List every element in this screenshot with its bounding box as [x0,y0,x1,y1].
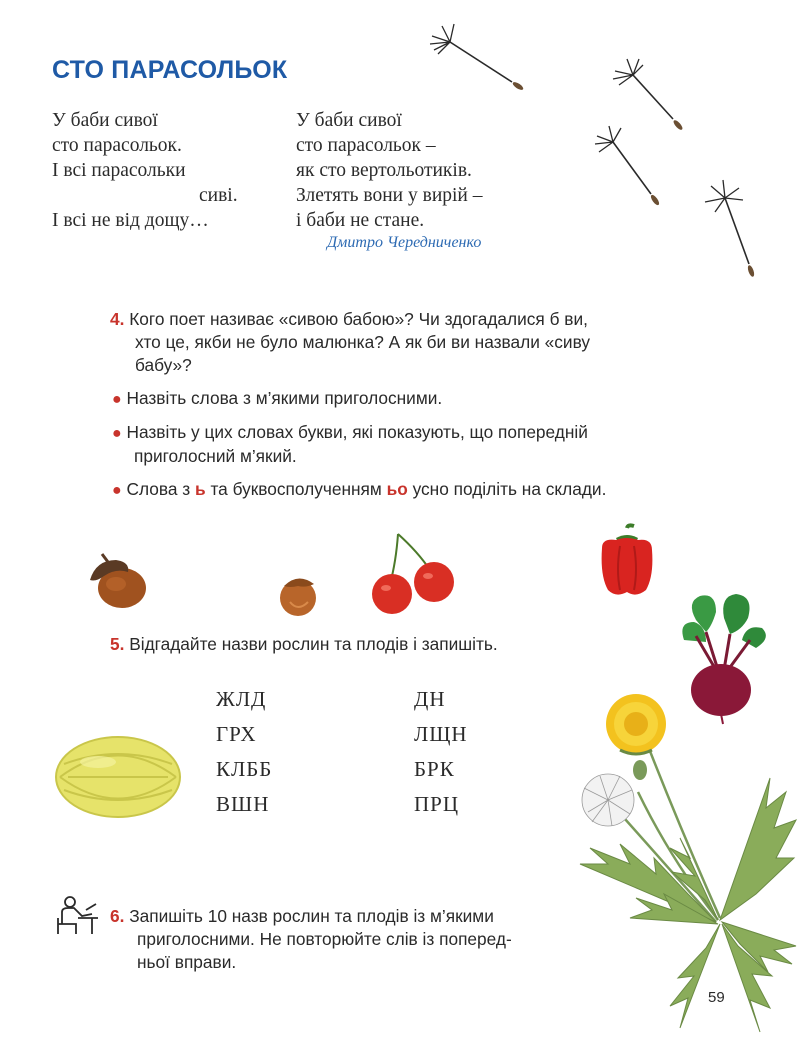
task-text: Запишіть 10 назв рослин та плодів із м’якими [129,906,494,926]
task-5 [110,633,498,656]
acorn-illustration [86,554,150,612]
task-number: 5. [110,634,125,654]
task-number: 6. [110,906,125,926]
poem-line: У баби сивої [52,110,158,131]
puzzle-word: ЛЩН [414,722,468,746]
puzzle-word: ПРЦ [414,792,460,816]
bullet-item [112,421,588,468]
task-text: бабу»? [135,355,192,375]
task-text: ньої вправи. [137,952,237,972]
word-list-right [414,682,468,822]
poem-author: Дмитро Чередниченко [327,234,482,251]
poem-line: сто парасольок. [52,135,182,156]
task-6 [110,905,512,974]
puzzle-word: ЖЛД [216,687,267,711]
poem-line: І всі не від дощу… [52,210,209,231]
bullet-item [112,387,442,411]
bullet-text: усно поділіть на склади. [412,479,607,499]
page-title: СТО ПАРАСОЛЬОК [52,56,288,84]
bullet-dot-icon: ● [112,391,122,408]
poem-line: І всі парасольки [52,160,186,181]
melon-illustration [54,734,182,820]
poem-left-column [52,108,238,233]
task-text: Кого поет називає «сивою бабою»? Чи здогадалися б ви, [129,309,588,329]
puzzle-word: ВШН [216,792,270,816]
hazelnut-illustration [276,572,322,618]
writing-student-icon [56,894,100,936]
task-4 [110,308,590,377]
bullet-text: Слова з [126,479,191,499]
puzzle-word: КЛББ [216,757,273,781]
bullet-item [112,478,606,502]
puzzle-word: ГРХ [216,722,257,746]
bullet-text: Назвіть слова з м’якими приголосними. [126,388,443,408]
highlight-letter: ь [195,479,206,499]
dandelion-plant-illustration [560,688,800,1040]
poem-line: Злетять вони у вирій – [296,185,483,206]
task-number: 4. [110,309,125,329]
dandelion-seeds-illustration [420,20,780,280]
puzzle-word: ДН [414,687,446,711]
poem-line: У баби сивої [296,110,402,131]
poem-line: сиві. [199,185,238,206]
puzzle-word: БРК [414,757,455,781]
page-number: 59 [708,989,725,1006]
task-text: хто це, якби не було малюнка? А як би ви назвали «сиву [135,332,591,352]
poem-line: і баби не стане. [296,210,425,231]
bullet-text: Назвіть у цих словах букви, які показують, що попередній [126,422,588,442]
cherries-illustration [368,532,460,616]
poem-line: як сто вертольотиків. [296,160,472,181]
bullet-dot-icon: ● [112,482,122,499]
bullet-text: приголосний м’який. [134,446,297,466]
bullet-text: та буквосполученням [210,479,382,499]
bell-pepper-illustration [596,524,658,598]
poem-line: сто парасольок – [296,135,436,156]
bullet-dot-icon: ● [112,425,122,442]
task-text: Відгадайте назви рослин та плодів і запишіть. [129,634,498,654]
task-text: приголосними. Не повторюйте слів із поперед- [137,929,512,949]
highlight-letter: ьо [386,479,408,499]
word-list-left [216,682,272,822]
